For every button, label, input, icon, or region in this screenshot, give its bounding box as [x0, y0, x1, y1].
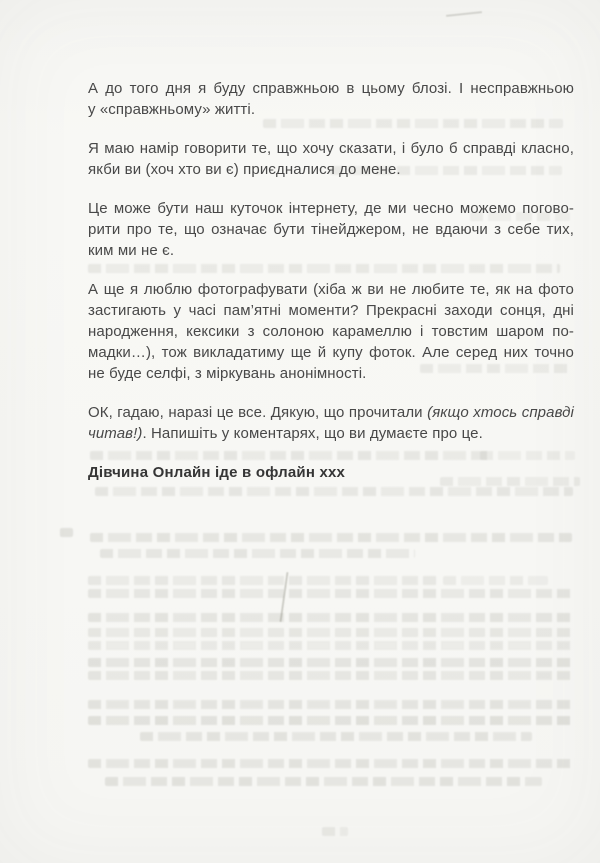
text-line [88, 138, 574, 159]
text-segment: якби ви (хоч хто ви є) приєдналися до мене. [88, 161, 401, 178]
text-segment: А до того дня я буду справжньою в цьому блозі. І несправжньою [88, 80, 574, 97]
paragraph-2 [88, 138, 574, 180]
text-segment: Дівчина Онлайн іде в офлайн ххх [88, 464, 346, 481]
bleedthrough-text-line [105, 777, 542, 786]
text-line [88, 363, 574, 384]
text-segment: Це може бути наш куточок інтернету, де ми чесно можемо погово- [88, 200, 574, 217]
text-line [88, 423, 574, 444]
bleedthrough-text-line [88, 700, 572, 709]
text-segment: народження, кексики з солоною карамеллю і товстим шаром по- [88, 323, 574, 340]
paragraph-5 [88, 402, 574, 444]
bleedthrough-text-line [90, 533, 572, 542]
text-line [88, 462, 574, 483]
text-segment: А ще я люблю фотографувати (хіба ж ви не любите те, як на фото [88, 281, 574, 298]
paragraph-1 [88, 78, 574, 120]
paragraph-3 [88, 198, 574, 261]
bleedthrough-text-line [88, 759, 572, 768]
bleedthrough-text-line [88, 589, 572, 598]
bleedthrough-text-line [322, 827, 348, 836]
text-segment: мадки…), тож викладатиму ще й купу фоток. Але серед них точно [88, 344, 574, 361]
text-segment: не буде селфі, з міркувань анонімності. [88, 365, 367, 382]
bleedthrough-text-line [88, 641, 572, 650]
text-line [88, 99, 574, 120]
text-segment: . Напишіть у коментарях, що ви думаєте про це. [142, 425, 483, 442]
bleedthrough-text-line [88, 716, 572, 725]
text-line [88, 402, 574, 423]
text-line [88, 321, 574, 342]
text-line [88, 300, 574, 321]
text-segment: ким ми не є. [88, 242, 175, 259]
text-block [88, 78, 574, 501]
text-segment: рити про те, що означає бути тінейджером, не вдаючи з себе тих, [88, 221, 574, 238]
text-segment: ОК, гадаю, наразі це все. Дякую, що прочитали [88, 404, 428, 421]
text-line [88, 159, 574, 180]
text-segment: застигають у часі пам’ятні моменти? Прекрасні заходи сонця, дні [88, 302, 574, 319]
bleedthrough-text-line [88, 613, 572, 622]
text-line [88, 78, 574, 99]
paragraph-4 [88, 279, 574, 384]
text-segment: у «справжньому» житті. [88, 101, 256, 118]
bleedthrough-text-line [60, 528, 73, 537]
text-line [88, 219, 574, 240]
text-segment: Я маю намір говорити те, що хочу сказати, і було б справді класно, [88, 140, 574, 157]
bleedthrough-text-line [88, 658, 572, 667]
paper-scratch-mark [446, 11, 482, 17]
text-line [88, 240, 574, 261]
italic-text-segment: (якщо хтось справді [427, 404, 574, 421]
text-line [88, 342, 574, 363]
bleedthrough-text-line [88, 576, 440, 585]
text-line [88, 198, 574, 219]
bleedthrough-text-line [140, 732, 532, 741]
bleedthrough-text-line [88, 628, 572, 637]
signature-line [88, 462, 574, 483]
bleedthrough-text-line [100, 549, 415, 558]
bleedthrough-text-line [443, 576, 548, 585]
bleedthrough-text-line [88, 671, 572, 680]
italic-text-segment: читав!) [88, 425, 143, 442]
text-line [88, 279, 574, 300]
